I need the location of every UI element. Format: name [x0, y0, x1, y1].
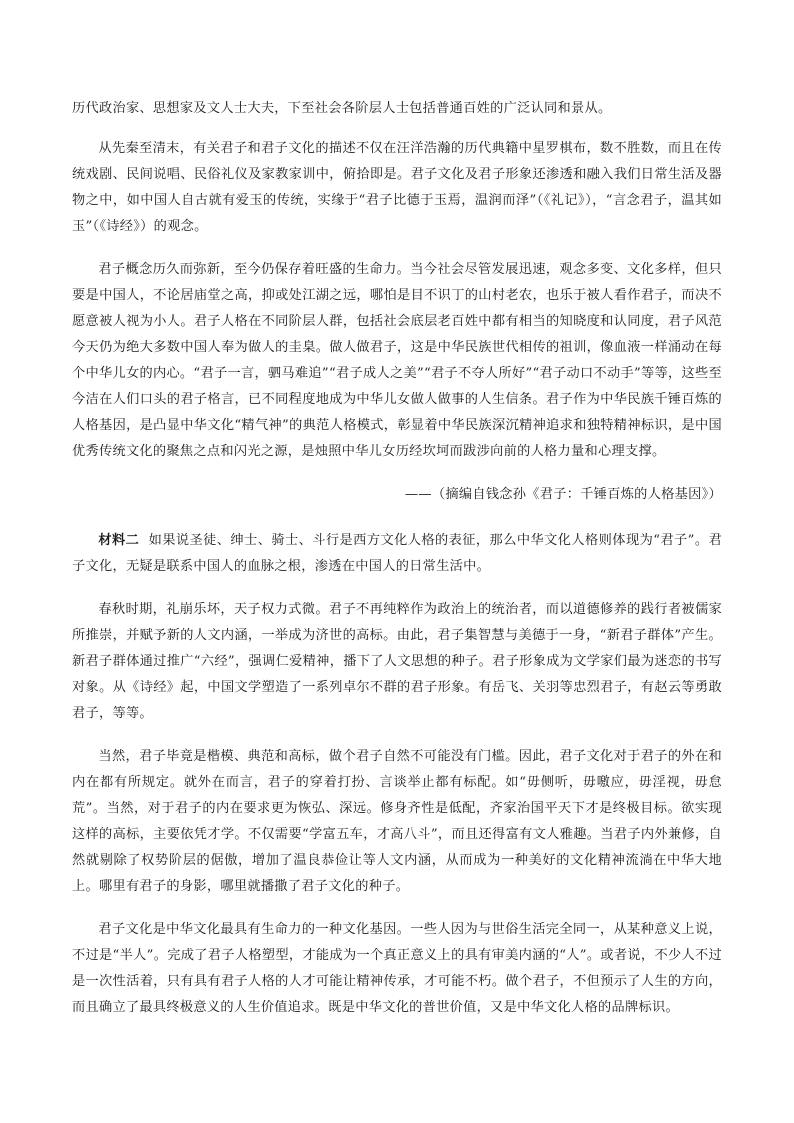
paragraph-material-two: [72, 528, 722, 580]
paragraph-continuation: 历代政治家、思想家及文人士大夫，下至社会各阶层人士包括普通百姓的广泛认同和景从。: [72, 101, 612, 116]
document-page: [72, 96, 722, 1038]
paragraph-spring-autumn: 春秋时期，礼崩乐坏，天子权力式微。君子不再纯粹作为政治上的统治者，而以道德修养的践行者被儒家所推崇，并赋予新的人文内涵，一举成为济世的高标。由此，君子集智慧与美德于一身，“新君子群体”产生。新君子群体通过推广“六经”，强调仁爱精神，播下了人文思想的种子。君子形象成为文学家们最为迷恋的书写对象。从《诗经》起，中国文学塑造了一系列卓尔不群的君子形象。有岳飞、关羽等忠烈君子，有赵云等勇敢君子，等等。: [72, 602, 722, 721]
material-two-label: 材料二: [98, 533, 140, 548]
source-citation: ——（摘编自钱念孙《君子：千锤百炼的人格基因》）: [404, 487, 722, 502]
paragraph-threshold: 当然，君子毕竟是楷模、典范和高标，做个君子自然不可能没有门槛。因此，君子文化对于君子的外在和内在都有所规定。就外在而言，君子的穿着打扮、言谈举止都有标配。如“毋侧听，毋噭应，毋淫视，毋怠荒”。当然，对于君子的内在要求更为恢弘、深远。修身齐性是低配，齐家治国平天下才是终极目标。欲实现这样的高标，主要依凭才学。不仅需要“学富五车，才高八斗”，而且还得富有文人雅趣。当君子内外兼修，自然就剔除了权势阶层的倨傲，增加了温良恭俭让等人文内涵，从而成为一种美好的文化精神流淌在中华大地上。哪里有君子的身影，哪里就播撒了君子文化的种子。: [72, 749, 722, 894]
material-two-text: 如果说圣徒、绅士、骑士、斗行是西方文化人格的表征，那么中华文化人格则体现为“君子”。君子文化，无疑是联系中国人的血脉之根，渗透在中国人的日常生活中。: [72, 533, 723, 574]
paragraph-history: 从先秦至清末，有关君子和君子文化的描述不仅在汪洋浩瀚的历代典籍中星罗棋布，数不胜数，而且在传统戏剧、民间说唱、民俗礼仪及家教家训中，俯拾即是。君子文化及君子形象还渗透和融入我们日常生活及器物之中，如中国人自古就有爱玉的传统，实缘于“君子比德于玉焉，温润而泽”（《礼记》），“言念君子，温其如玉”（《诗经》）的观念。: [72, 141, 722, 234]
paragraph-modern-vitality: 君子概念历久而弥新，至今仍保存着旺盛的生命力。当今社会尽管发展迅速，观念多变、文化多样，但只要是中国人，不论居庙堂之高，抑或处江湖之远，哪怕是目不识丁的山村老农，也乐于被人看作君子，而决不愿意被人视为小人。君子人格在不同阶层人群，包括社会底层老百姓中都有相当的知晓度和认同度，君子风范今天仍为绝大多数中国人奉为做人的圭臬。做人做君子，这是中华民族世代相传的祖训，像血液一样涌动在每个中华儿女的内心。“君子一言，驷马难追”“君子成人之美”“君子不夺人所好”“君子动口不动手”等等，这些至今洁在人们口头的君子格言，已不同程度地成为中华儿女做人做事的人生信条。君子作为中华民族千锤百炼的人格基因，是凸显中华文化“精气神”的典范人格模式，彰显着中华民族深沉精神追求和独特精神标识，是中国优秀传统文化的聚焦之点和闪光之源，是烛照中华儿女历经坎坷而跋涉向前的人格力量和心理支撑。: [72, 262, 722, 459]
paragraph-cultural-gene: 君子文化是中华文化最具有生命力的一种文化基因。一些人因为与世俗生活完全同一，从某种意义上说，不过是“半人”。完成了君子人格塑型，才能成为一个真正意义上的具有审美内涵的“人”。或者说，不少人不过是一次性活着，只有具有君子人格的人才可能让精神传承，才可能不朽。做个君子，不但预示了人生的方向，而且确立了最具终极意义的人生价值追求。既是中华文化的普世价值，又是中华文化人格的品牌标识。: [72, 922, 722, 1015]
